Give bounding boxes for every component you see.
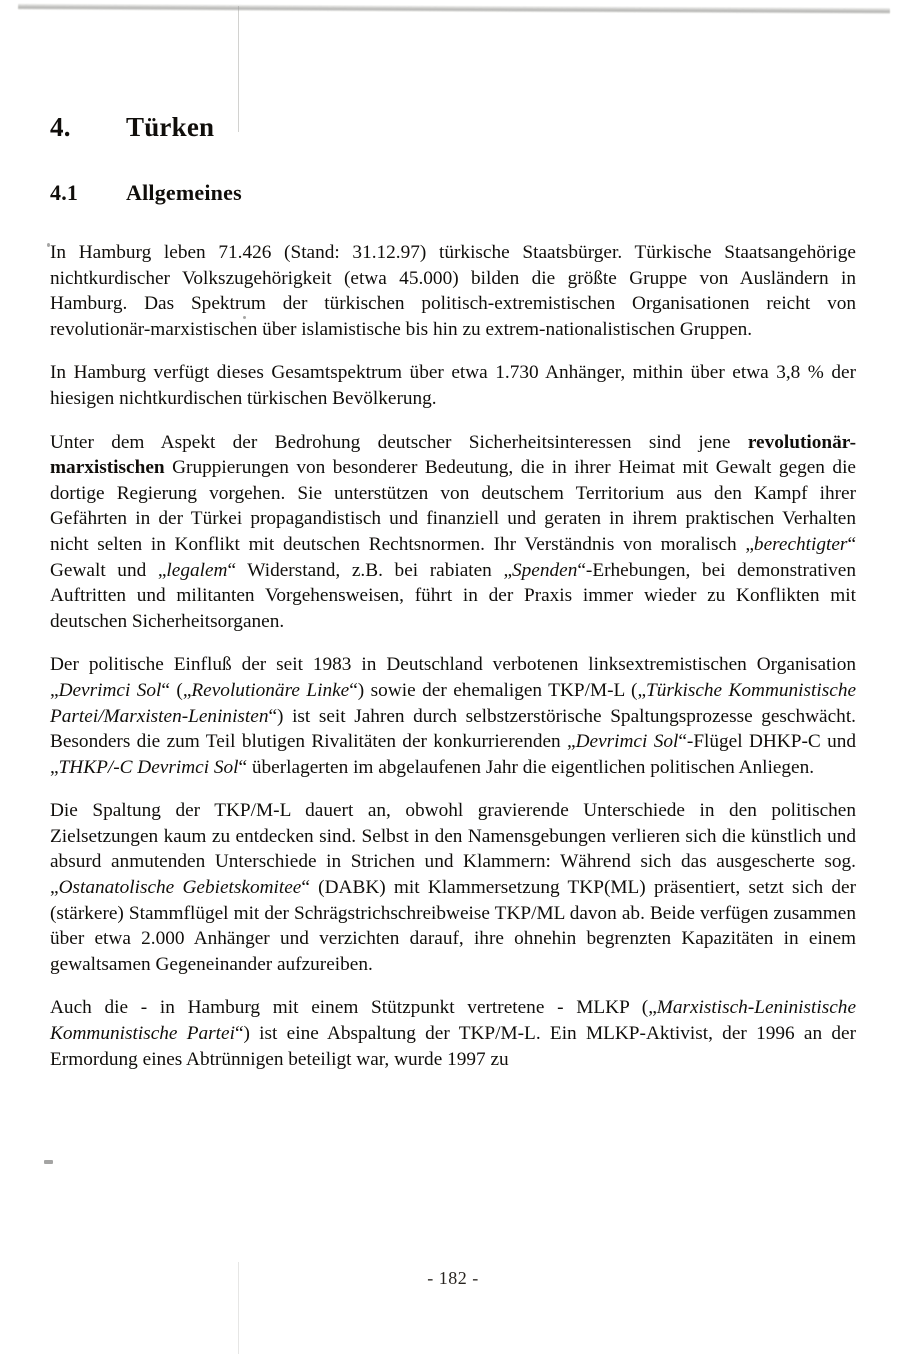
text-run: “) ist seit Jahren durch selbstzerstörische Spaltungsprozesse geschwächt. Besonders die zum Teil blutigen Rivalitäten der konkurrierenden „ xyxy=(50,705,856,753)
text-run: “-Erhebungen, bei demonstrativen Auftritten und militanten Vorgehensweisen, führt in der Praxis immer wieder zu Konflikten mit deutschen Sicherheitsorganen. xyxy=(50,559,856,632)
text-run: “ (DABK) mit Klammersetzung TKP(ML) präsentiert, setzt sich der (stärkere) Stammflügel mit der Schrägstrichschreibweise TKP/ML davon ab. Beide verfügen zusammen über etwa 2.000 Anhänger und verzichten darauf, ihre ohnehin begrenzten Kapazitäten in einem gewaltsamen Gegeneinander aufzureiben. xyxy=(50,877,856,975)
paragraph-follower-numbers xyxy=(50,360,856,411)
text-run: “) sowie der ehemaligen TKP/M-L („ xyxy=(349,679,647,701)
paragraph-devrimci-sol xyxy=(50,652,856,780)
scan-speck xyxy=(44,1160,53,1164)
emphasis-italic: Türkische Kommunistische Partei/Marxisten-Leninisten xyxy=(50,679,857,727)
scan-edge-artifact-top xyxy=(18,3,890,14)
emphasis-bold: revolutionär-marxistischen xyxy=(50,431,856,479)
emphasis-italic: THKP/-C Devrimci Sol xyxy=(58,756,239,778)
chapter-number: 4. xyxy=(50,112,71,142)
emphasis-italic: Marxistisch-Leninistische Kommunistische Partei xyxy=(50,997,856,1045)
paragraph-population-statistics xyxy=(50,240,856,342)
section-heading xyxy=(50,180,856,206)
emphasis-italic: legalem xyxy=(166,559,228,581)
text-run: Unter dem Aspekt der Bedrohung deutscher Sicherheitsinteressen sind jene xyxy=(50,431,748,453)
text-run: “ überlagerten im abgelaufenen Jahr die eigentlichen politischen Anliegen. xyxy=(238,756,815,778)
text-run: In Hamburg leben 71.426 (Stand: 31.12.97) türkische Staatsbürger. Türkische Staatsangehörige nichtkurdischer Volkszugehörigkeit (etwa 45.000) bilden die größte Gruppe von Ausländern in Hamburg. Das Spektrum der türkischen politisch-extremistischen Organisationen reicht von revolutionär-marxistischen über islamistische bis hin zu extrem-nationalistischen Gruppen. xyxy=(50,242,856,340)
section-title: Allgemeines xyxy=(126,180,242,205)
text-run: “) ist eine Abspaltung der TKP/M-L. Ein MLKP-Aktivist, der 1996 an der Ermordung eines Abtrünnigen beteiligt war, wurde 1997 zu xyxy=(50,1023,856,1070)
text-run: “ Gewalt und „ xyxy=(50,533,856,581)
text-run: Der politische Einfluß der seit 1983 in Deutschland verbotenen linksextremistischen Organisation „ xyxy=(50,654,856,701)
body-text xyxy=(50,240,856,1072)
emphasis-italic: Devrimci Sol xyxy=(575,731,679,753)
emphasis-italic: berechtigter xyxy=(753,533,848,555)
section-number: 4.1 xyxy=(50,180,79,205)
chapter-heading xyxy=(50,112,856,143)
text-run: Auch die - in Hamburg mit einem Stützpunkt vertretene - MLKP („ xyxy=(50,997,657,1019)
paragraph-tkp-ml-split xyxy=(50,798,856,977)
page-number: - 182 - xyxy=(427,1268,479,1288)
paragraph-mlkp xyxy=(50,995,856,1072)
emphasis-italic: Revolutionäre Linke xyxy=(191,679,350,701)
text-run: In Hamburg verfügt dieses Gesamtspektrum über etwa 1.730 Anhänger, mithin über etwa 3,8 % der hiesigen nichtkurdischen türkischen Bevölkerung. xyxy=(50,362,856,409)
text-run: Die Spaltung der TKP/M-L dauert an, obwohl gravierende Unterschiede in den politischen Zielsetzungen kaum zu entdecken sind. Selbst in den Namensgebungen verlieren sich die künstlich und absurd anmutenden Unterschiede in Strichen und Klammern: Während sich das ausgescherte sog. „ xyxy=(50,800,856,899)
text-run: “ Widerstand, z.B. bei rabiaten „ xyxy=(227,559,513,581)
paragraph-revolutionary-marxist-groups xyxy=(50,430,856,635)
emphasis-italic: Spenden xyxy=(512,559,578,581)
emphasis-italic: Devrimci Sol xyxy=(58,679,162,701)
emphasis-italic: Ostanatolische Gebietskomitee xyxy=(58,877,302,899)
text-run: “-Flügel DHKP-C und „ xyxy=(50,731,856,778)
text-run: “ („ xyxy=(161,679,192,701)
chapter-title: Türken xyxy=(126,112,215,142)
text-run: Gruppierungen von besonderer Bedeutung, die in ihrer Heimat mit Gewalt gegen die dortige Regierung vorgehen. Sie unterstützen von deutschem Territorium aus den Kampf ihrer Gefährten in der Türkei propagandistisch und finanziell und geraten in ihrem praktischen Verhalten nicht selten in Konflikt mit deutschen Rechtsnormen. Ihr Verständnis von moralisch „ xyxy=(50,457,856,555)
